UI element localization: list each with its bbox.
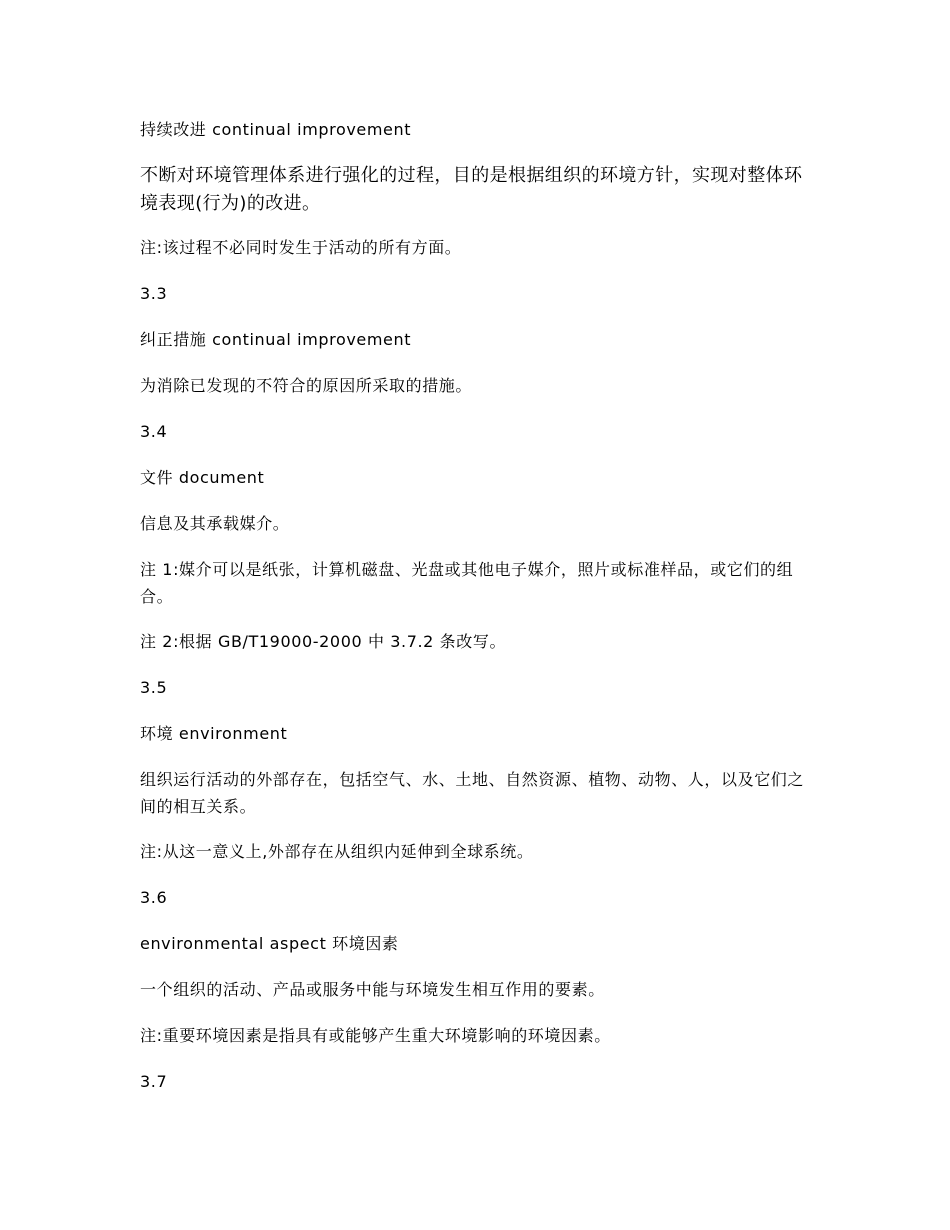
note-paragraph: 注 1:媒介可以是纸张，计算机磁盘、光盘或其他电子媒介，照片或标准样品，或它们的组合。	[140, 560, 794, 606]
definition-paragraph: 一个组织的活动、产品或服务中能与环境发生相互作用的要素。	[140, 980, 605, 999]
note-paragraph: 注:从这一意义上,外部存在从组织内延伸到全球系统。	[140, 842, 534, 861]
section-number: 3.4	[140, 422, 168, 441]
note-paragraph: 注:重要环境因素是指具有或能够产生重大环境影响的环境因素。	[140, 1026, 611, 1045]
term-heading: 环境 environment	[140, 724, 288, 743]
section-number: 3.7	[140, 1072, 168, 1091]
term-heading: 文件 document	[140, 468, 265, 487]
definition-paragraph: 组织运行活动的外部存在，包括空气、水、土地、自然资源、植物、动物、人，以及它们之间的相互关系。	[140, 770, 805, 816]
note-paragraph: 注:该过程不必同时发生于活动的所有方面。	[140, 238, 462, 257]
note-paragraph: 注 2:根据 GB/T19000-2000 中 3.7.2 条改写。	[140, 632, 507, 651]
term-heading: 纠正措施 continual improvement	[140, 330, 412, 349]
term-heading: 持续改进 continual improvement	[140, 120, 412, 139]
definition-paragraph: 为消除已发现的不符合的原因所采取的措施。	[140, 376, 473, 395]
definition-paragraph: 不断对环境管理体系进行强化的过程，目的是根据组织的环境方针，实现对整体环境表现(行为)的改进。	[140, 165, 803, 214]
definition-paragraph: 信息及其承载媒介。	[140, 514, 290, 533]
section-number: 3.3	[140, 284, 168, 303]
section-number: 3.5	[140, 678, 168, 697]
term-heading: environmental aspect 环境因素	[140, 934, 399, 953]
section-number: 3.6	[140, 888, 168, 907]
